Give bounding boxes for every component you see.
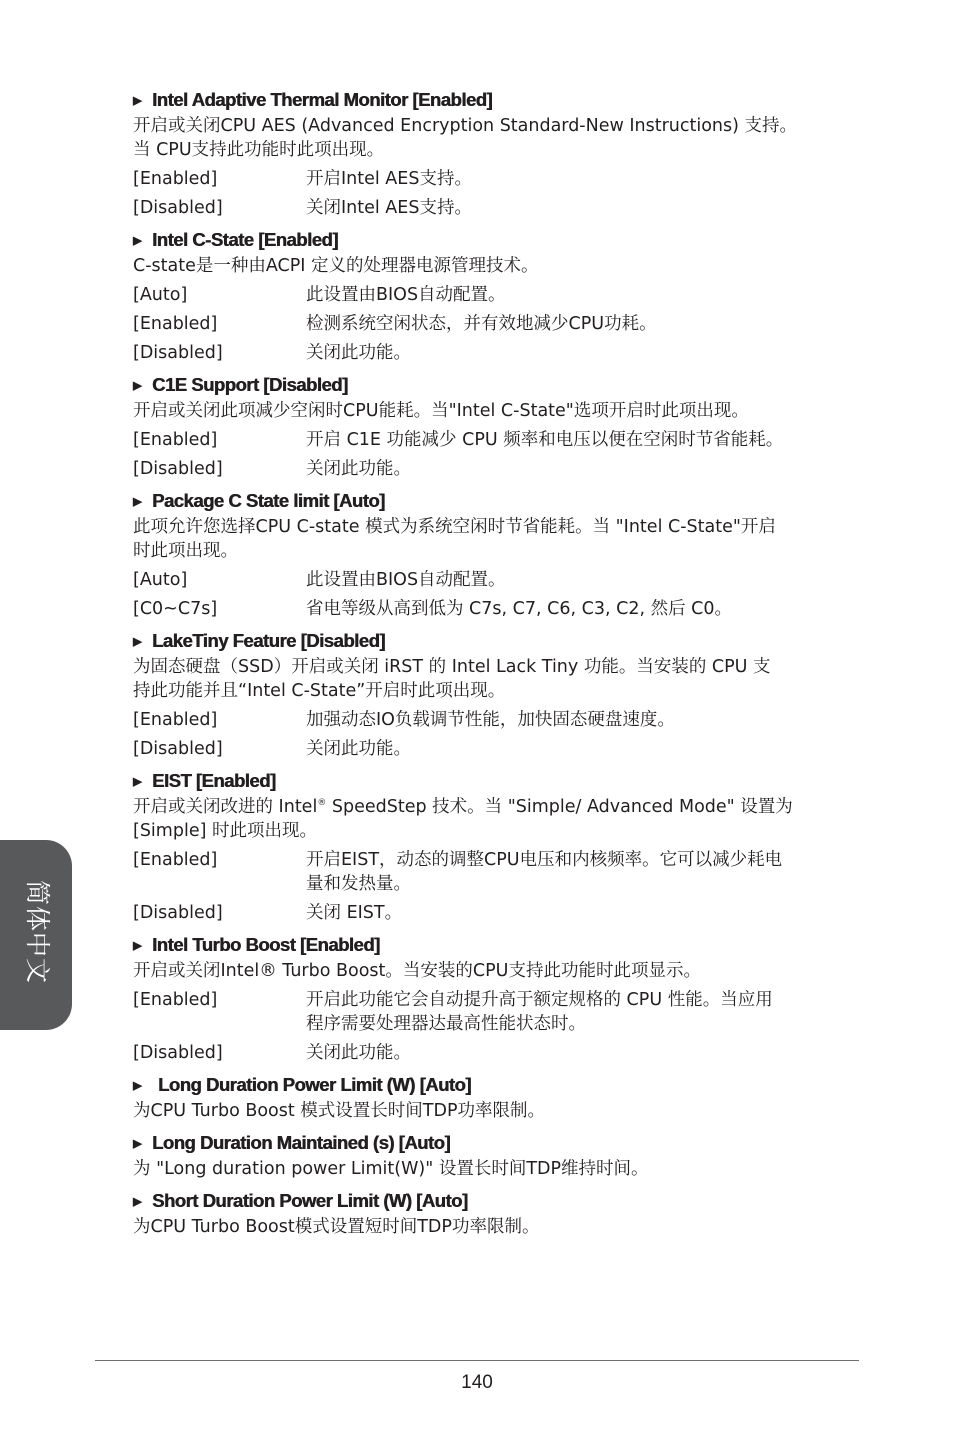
section-short-duration-power-limit: [133, 1190, 861, 1239]
section-title: Intel Turbo Boost [Enabled]: [152, 934, 380, 955]
description-line: 当 CPU支持此功能时此项出现。: [133, 140, 385, 160]
section-heading: [133, 490, 861, 515]
option-row: [133, 988, 861, 1036]
section-title: Intel C-State [Enabled]: [152, 229, 338, 250]
section-description: [133, 114, 861, 162]
option-value: [Auto]: [133, 285, 188, 305]
section-description: [133, 795, 861, 843]
option-description: [306, 737, 861, 761]
option-description-line: 开启EIST，动态的调整CPU电压和内核频率。它可以减少耗电: [306, 850, 783, 870]
section-intel-turbo-boost: [133, 934, 861, 1065]
section-package-c-state-limit: [133, 490, 861, 621]
section-title: Short Duration Power Limit (W) [Auto]: [152, 1190, 468, 1211]
option-description: [306, 457, 861, 481]
option-description: [306, 1041, 861, 1065]
option-row: [133, 457, 861, 481]
option-description: [306, 341, 861, 365]
option-row: [133, 1041, 861, 1065]
description-line: 为CPU Turbo Boost 模式设置长时间TDP功率限制。: [133, 1101, 546, 1121]
section-title: Package C State limit [Auto]: [152, 490, 385, 511]
description-line: 开启或关闭此项减少空闲时CPU能耗。当"Intel C-State"选项开启时此项出现。: [133, 401, 749, 421]
option-description: [306, 167, 861, 191]
description-line: 为固态硬盘（SSD）开启或关闭 iRST 的 Intel Lack Tiny 功能。当安装的 CPU 支: [133, 657, 771, 677]
option-value: [Disabled]: [133, 903, 223, 923]
section-description: [133, 1215, 861, 1239]
section-title: Intel Adaptive Thermal Monitor [Enabled]: [152, 89, 493, 110]
option-row: [133, 428, 861, 452]
option-description-line: 程序需要处理器达最高性能状态时。: [306, 1014, 586, 1034]
option-value: [Enabled]: [133, 314, 218, 334]
triangle-bullet-icon: ▶: [133, 776, 141, 788]
section-description: [133, 1099, 861, 1123]
option-description: [306, 568, 861, 592]
description-line: 此项允许您选择CPU C-state 模式为系统空闲时节省能耗。当 "Intel C-State"开启: [133, 517, 776, 537]
description-line: [Simple] 时此项出现。: [133, 821, 317, 841]
option-description: [306, 708, 861, 732]
description-text: SpeedStep 技术。当 "Simple/ Advanced Mode" 设置为: [326, 797, 793, 817]
option-row: [133, 341, 861, 365]
option-value: [Auto]: [133, 570, 188, 590]
option-description-line: 此设置由BIOS自动配置。: [306, 285, 506, 305]
option-value: [Enabled]: [133, 430, 218, 450]
option-description-line: 关闭此功能。: [306, 739, 411, 759]
option-description-line: 加强动态IO负载调节性能，加快固态硬盘速度。: [306, 710, 675, 730]
section-c1e-support: [133, 374, 861, 481]
triangle-bullet-icon: ▶: [133, 380, 141, 392]
option-description-line: 检测系统空闲状态，并有效地减少CPU功耗。: [306, 314, 657, 334]
section-heading: [133, 229, 861, 254]
triangle-bullet-icon: ▶: [133, 235, 141, 247]
triangle-bullet-icon: ▶: [133, 940, 141, 952]
option-description-line: 开启Intel AES支持。: [306, 169, 472, 189]
description-line: 时此项出现。: [133, 541, 238, 561]
page-number: 140: [461, 1372, 493, 1393]
section-description: [133, 515, 861, 563]
option-description-line: 此设置由BIOS自动配置。: [306, 570, 506, 590]
option-description: [306, 848, 861, 896]
option-description-line: 关闭Intel AES支持。: [306, 198, 472, 218]
description-line: 开启或关闭CPU AES (Advanced Encryption Standard-New Instructions) 支持。: [133, 116, 798, 136]
description-line: 为 "Long duration power Limit(W)" 设置长时间TDP维持时间。: [133, 1159, 649, 1179]
section-description: [133, 399, 861, 423]
option-description-line: 关闭此功能。: [306, 459, 411, 479]
option-description: [306, 428, 861, 452]
option-description-line: 关闭此功能。: [306, 1043, 411, 1063]
section-eist: [133, 770, 861, 925]
language-side-tab: [0, 840, 72, 1030]
section-heading: [133, 1132, 861, 1157]
option-description: [306, 312, 861, 336]
section-long-duration-maintained: [133, 1132, 861, 1181]
triangle-bullet-icon: ▶: [133, 496, 141, 508]
description-line: 为CPU Turbo Boost模式设置短时间TDP功率限制。: [133, 1217, 540, 1237]
option-row: [133, 568, 861, 592]
section-heading: [133, 770, 861, 795]
bios-settings-content: [133, 89, 861, 1248]
option-value: [Disabled]: [133, 1043, 223, 1063]
option-row: [133, 901, 861, 925]
option-row: [133, 708, 861, 732]
option-row: [133, 597, 861, 621]
footer-divider: [95, 1360, 859, 1361]
description-line: [133, 795, 861, 819]
option-row: [133, 196, 861, 220]
option-description-line: 开启此功能它会自动提升高于额定规格的 CPU 性能。当应用: [306, 990, 773, 1010]
option-value: [Enabled]: [133, 710, 218, 730]
option-description-line: 开启 C1E 功能减少 CPU 频率和电压以便在空闲时节省能耗。: [306, 430, 784, 450]
section-description: [133, 959, 861, 983]
triangle-bullet-icon: ▶: [133, 636, 141, 648]
section-title: Long Duration Maintained (s) [Auto]: [152, 1132, 450, 1153]
section-long-duration-power-limit: [133, 1074, 861, 1123]
section-title: C1E Support [Disabled]: [152, 374, 348, 395]
option-row: [133, 167, 861, 191]
option-value: [Enabled]: [133, 850, 218, 870]
option-description: [306, 597, 861, 621]
triangle-bullet-icon: ▶: [133, 1196, 141, 1208]
description-line: C-state是一种由ACPI 定义的处理器电源管理技术。: [133, 256, 539, 276]
triangle-bullet-icon: ▶: [133, 1080, 141, 1092]
section-description: [133, 655, 861, 703]
triangle-bullet-icon: ▶: [133, 1138, 141, 1150]
section-heading: [133, 630, 861, 655]
option-description-line: 关闭 EIST。: [306, 903, 403, 923]
section-heading: [133, 374, 861, 399]
option-description-line: 关闭此功能。: [306, 343, 411, 363]
triangle-bullet-icon: ▶: [133, 95, 141, 107]
option-description: [306, 988, 861, 1036]
section-heading: [133, 89, 861, 114]
section-description: [133, 1157, 861, 1181]
section-intel-c-state: [133, 229, 861, 365]
description-text: 开启或关闭改进的 Intel: [133, 797, 318, 817]
section-heading: [133, 1074, 861, 1099]
language-side-tab-label: 简体中文: [23, 880, 52, 985]
section-title: LakeTiny Feature [Disabled]: [152, 630, 385, 651]
description-line: 持此功能并且“Intel C-State”开启时此项出现。: [133, 681, 506, 701]
option-value: [C0~C7s]: [133, 599, 218, 619]
description-line: 开启或关闭Intel® Turbo Boost。当安装的CPU支持此功能时此项显示。: [133, 961, 701, 981]
section-laketiny-feature: [133, 630, 861, 761]
option-value: [Disabled]: [133, 343, 223, 363]
option-description-line: 量和发热量。: [306, 874, 411, 894]
option-value: [Disabled]: [133, 459, 223, 479]
option-value: [Enabled]: [133, 169, 218, 189]
registered-mark: ®: [317, 798, 327, 808]
section-heading: [133, 934, 861, 959]
section-title: Long Duration Power Limit (W) [Auto]: [158, 1074, 471, 1095]
section-title: EIST [Enabled]: [152, 770, 276, 791]
option-value: [Enabled]: [133, 990, 218, 1010]
option-description-line: 省电等级从高到低为 C7s, C7, C6, C3, C2, 然后 C0。: [306, 599, 732, 619]
option-row: [133, 283, 861, 307]
option-row: [133, 848, 861, 896]
option-description: [306, 901, 861, 925]
section-intel-adaptive-thermal-monitor: [133, 89, 861, 220]
option-description: [306, 283, 861, 307]
option-value: [Disabled]: [133, 739, 223, 759]
option-value: [Disabled]: [133, 198, 223, 218]
section-description: [133, 254, 861, 278]
option-row: [133, 312, 861, 336]
section-heading: [133, 1190, 861, 1215]
option-row: [133, 737, 861, 761]
option-description: [306, 196, 861, 220]
